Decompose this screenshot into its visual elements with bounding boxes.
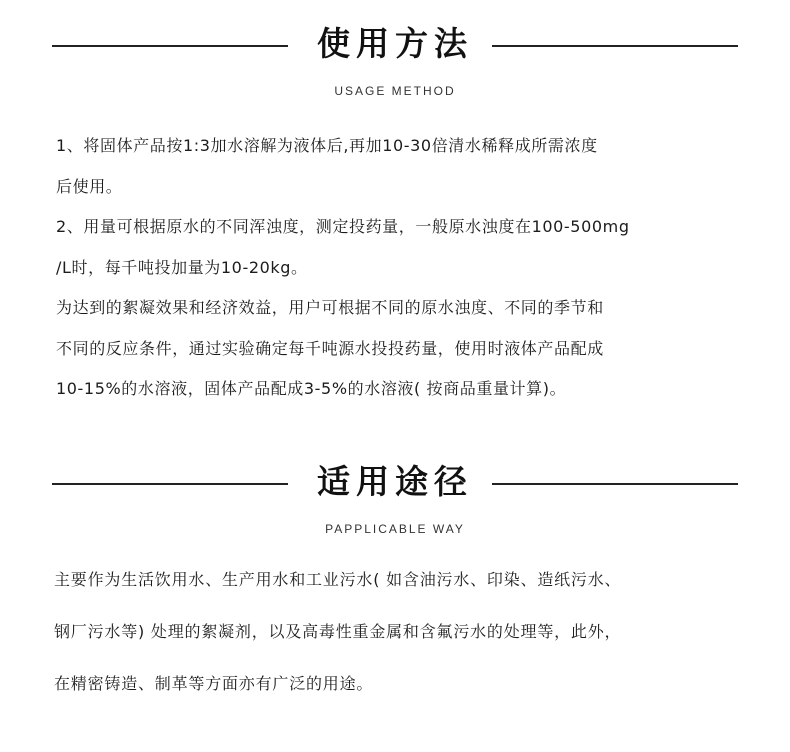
usage-line: 后使用。 [56, 176, 123, 196]
application-section-header [0, 440, 790, 550]
application-body [54, 554, 766, 710]
application-line: 主要作为生活饮用水、生产用水和工业污水( 如含油污水、印染、造纸污水、 [54, 570, 622, 589]
usage-title: 使用方法 [317, 24, 473, 63]
usage-body [56, 126, 766, 410]
application-right-rule [492, 483, 738, 485]
application-line: 钢厂污水等) 处理的絮凝剂，以及高毒性重金属和含氟污水的处理等，此外， [54, 622, 622, 641]
usage-subtitle: USAGE METHOD [334, 84, 456, 98]
usage-line: 2、用量可根据原水的不同浑浊度，测定投药量，一般原水浊度在100-500mg [56, 217, 630, 236]
usage-right-rule [492, 45, 738, 47]
usage-line: 10-15%的水溶液，固体产品配成3-5%的水溶液( 按商品重量计算)。 [56, 379, 567, 398]
usage-line: 为达到的絮凝效果和经济效益，用户可根据不同的原水浊度、不同的季节和 [56, 298, 604, 317]
application-title: 适用途径 [317, 462, 473, 501]
usage-section-header [0, 0, 790, 110]
usage-line: 1、将固体产品按1:3加水溶解为液体后,再加10-30倍清水稀释成所需浓度 [56, 136, 598, 155]
usage-line: /L时，每千吨投加量为10-20kg。 [56, 257, 308, 277]
application-line: 在精密铸造、制革等方面亦有广泛的用途。 [54, 674, 374, 693]
application-subtitle: PAPPLICABLE WAY [325, 522, 465, 536]
usage-line: 不同的反应条件，通过实验确定每千吨源水投投药量，使用时液体产品配成 [56, 338, 604, 358]
